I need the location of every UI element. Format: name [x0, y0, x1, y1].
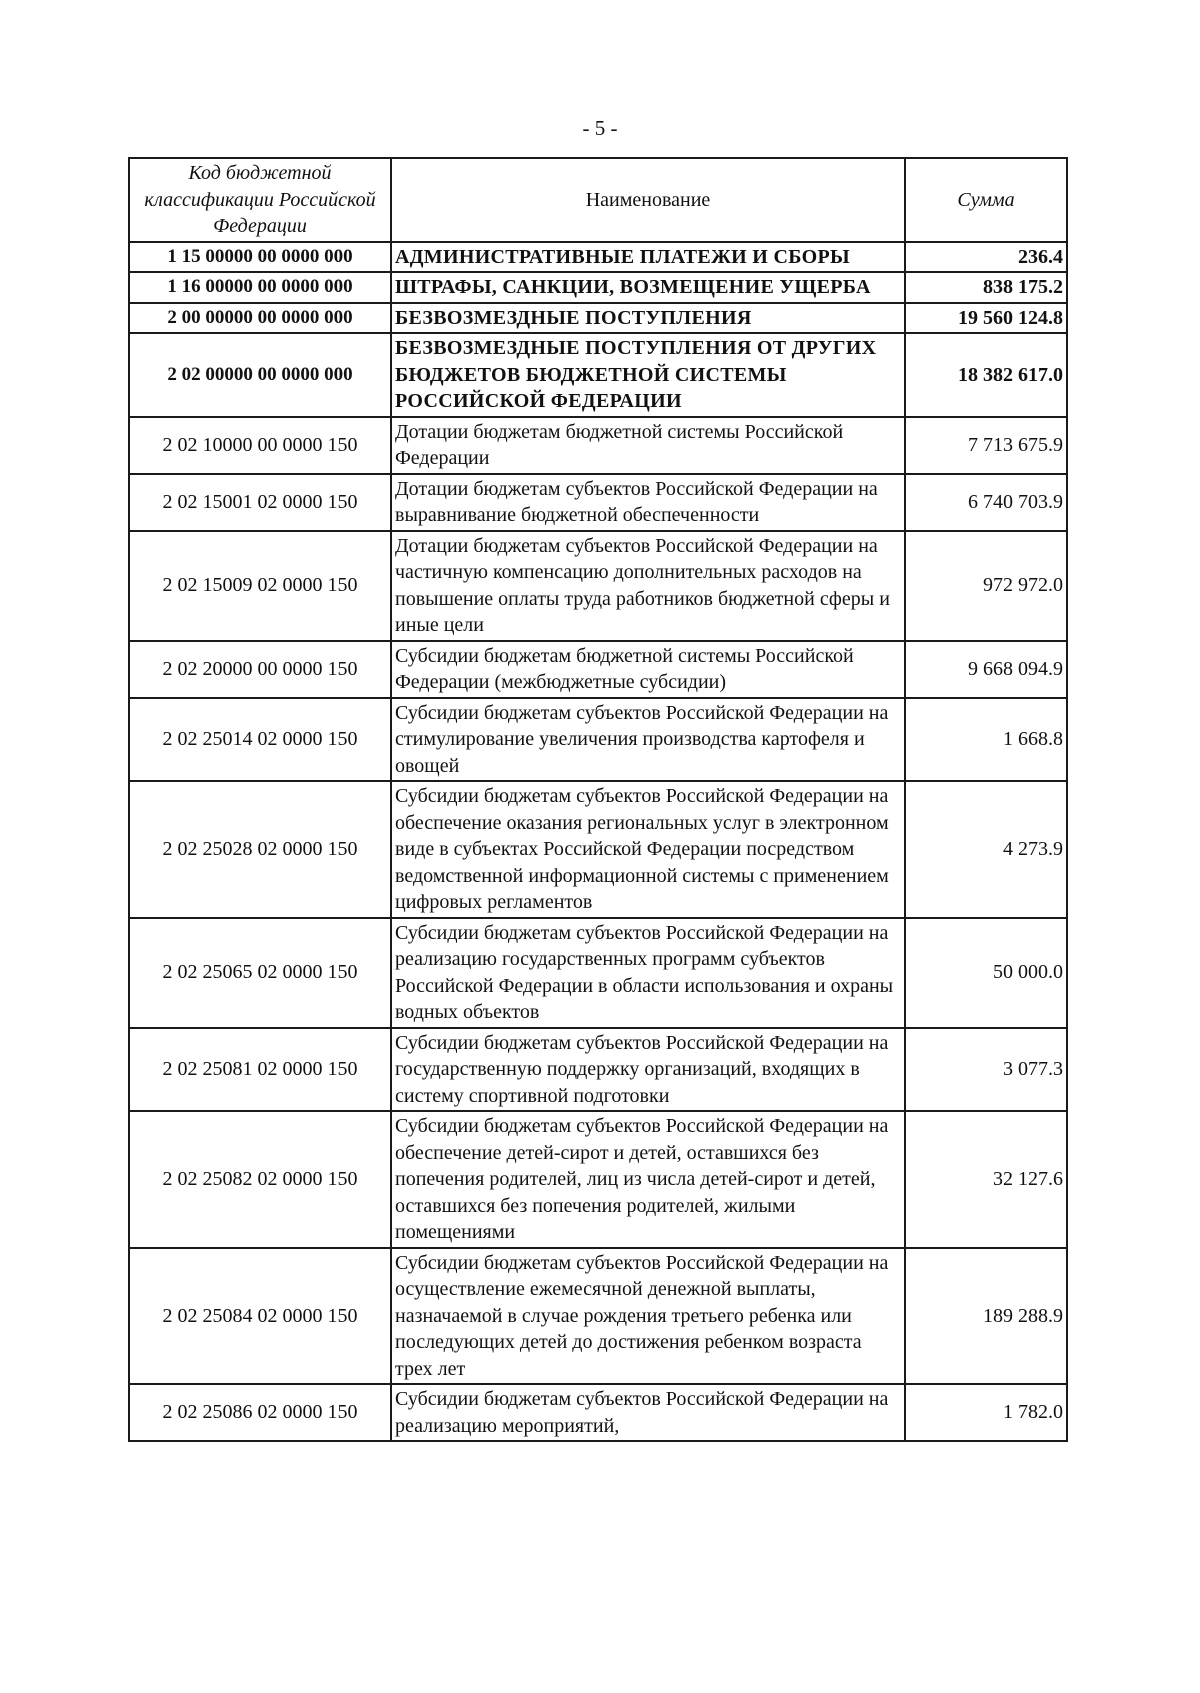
column-header-name: Наименование	[391, 158, 905, 242]
row-code: 1 16 00000 00 0000 000	[129, 272, 391, 303]
column-header-sum: Сумма	[905, 158, 1067, 242]
table-row	[129, 333, 1067, 417]
table-row	[129, 698, 1067, 782]
row-name: Субсидии бюджетам субъектов Российской Федерации на обеспечение оказания региональных услуг в электронном виде в субъектах Российской Федерации посредством ведомственной информационной системы с применением цифровых регламентов	[391, 781, 905, 918]
row-sum: 4 273.9	[905, 781, 1067, 918]
table-row	[129, 272, 1067, 303]
row-sum: 3 077.3	[905, 1028, 1067, 1112]
row-code: 2 02 20000 00 0000 150	[129, 641, 391, 698]
row-name: АДМИНИСТРАТИВНЫЕ ПЛАТЕЖИ И СБОРЫ	[391, 242, 905, 273]
table-row	[129, 641, 1067, 698]
row-name: Субсидии бюджетам субъектов Российской Федерации на реализацию государственных программ субъектов Российской Федерации в области использования и охраны водных объектов	[391, 918, 905, 1028]
row-name: Субсидии бюджетам субъектов Российской Федерации на реализацию мероприятий,	[391, 1384, 905, 1441]
row-name: ШТРАФЫ, САНКЦИИ, ВОЗМЕЩЕНИЕ УЩЕРБА	[391, 272, 905, 303]
row-sum: 32 127.6	[905, 1111, 1067, 1248]
row-code: 2 02 25086 02 0000 150	[129, 1384, 391, 1441]
row-sum: 6 740 703.9	[905, 474, 1067, 531]
table-body	[129, 242, 1067, 1442]
row-sum: 972 972.0	[905, 531, 1067, 641]
row-sum: 9 668 094.9	[905, 641, 1067, 698]
row-name: Субсидии бюджетам субъектов Российской Федерации на осуществление ежемесячной денежной выплаты, назначаемой в случае рождения третьего ребенка или последующих детей до достижения ребенком возраста трех лет	[391, 1248, 905, 1385]
table-row	[129, 1384, 1067, 1441]
table-row	[129, 1028, 1067, 1112]
row-sum: 18 382 617.0	[905, 333, 1067, 417]
row-code: 2 02 25014 02 0000 150	[129, 698, 391, 782]
row-sum: 1 668.8	[905, 698, 1067, 782]
table-row	[129, 1111, 1067, 1248]
row-name: Дотации бюджетам субъектов Российской Федерации на частичную компенсацию дополнительных расходов на повышение оплаты труда работников бюджетной сферы и иные цели	[391, 531, 905, 641]
row-code: 2 02 25082 02 0000 150	[129, 1111, 391, 1248]
row-name: Субсидии бюджетам субъектов Российской Федерации на государственную поддержку организаций, входящих в систему спортивной подготовки	[391, 1028, 905, 1112]
row-code: 2 02 25028 02 0000 150	[129, 781, 391, 918]
row-code: 2 02 10000 00 0000 150	[129, 417, 391, 474]
row-code: 2 02 15009 02 0000 150	[129, 531, 391, 641]
table-row	[129, 242, 1067, 273]
table-row	[129, 1248, 1067, 1385]
row-sum: 7 713 675.9	[905, 417, 1067, 474]
table-row	[129, 474, 1067, 531]
table-row	[129, 531, 1067, 641]
row-code: 2 02 25081 02 0000 150	[129, 1028, 391, 1112]
row-sum: 19 560 124.8	[905, 303, 1067, 334]
row-name: БЕЗВОЗМЕЗДНЫЕ ПОСТУПЛЕНИЯ	[391, 303, 905, 334]
page-number: - 5 -	[582, 116, 618, 140]
table-row	[129, 303, 1067, 334]
row-name: Дотации бюджетам субъектов Российской Федерации на выравнивание бюджетной обеспеченности	[391, 474, 905, 531]
table-row	[129, 781, 1067, 918]
row-name: Субсидии бюджетам субъектов Российской Федерации на стимулирование увеличения производства картофеля и овощей	[391, 698, 905, 782]
row-sum: 236.4	[905, 242, 1067, 273]
row-code: 2 02 00000 00 0000 000	[129, 333, 391, 417]
row-code: 2 02 15001 02 0000 150	[129, 474, 391, 531]
column-header-code: Код бюджетной классификации Российской Федерации	[129, 158, 391, 242]
row-sum: 1 782.0	[905, 1384, 1067, 1441]
row-code: 2 02 25065 02 0000 150	[129, 918, 391, 1028]
table-row	[129, 918, 1067, 1028]
row-name: Субсидии бюджетам субъектов Российской Федерации на обеспечение детей-сирот и детей, оставшихся без попечения родителей, лиц из числа детей-сирот и детей, оставшихся без попечения родителей, жилыми помещениями	[391, 1111, 905, 1248]
row-sum: 838 175.2	[905, 272, 1067, 303]
row-code: 2 00 00000 00 0000 000	[129, 303, 391, 334]
row-sum: 189 288.9	[905, 1248, 1067, 1385]
table-row	[129, 417, 1067, 474]
row-name: Субсидии бюджетам бюджетной системы Российской Федерации (межбюджетные субсидии)	[391, 641, 905, 698]
row-sum: 50 000.0	[905, 918, 1067, 1028]
row-code: 1 15 00000 00 0000 000	[129, 242, 391, 273]
row-name: БЕЗВОЗМЕЗДНЫЕ ПОСТУПЛЕНИЯ ОТ ДРУГИХ БЮДЖЕТОВ БЮДЖЕТНОЙ СИСТЕМЫ РОССИЙСКОЙ ФЕДЕРАЦИИ	[391, 333, 905, 417]
row-code: 2 02 25084 02 0000 150	[129, 1248, 391, 1385]
row-name: Дотации бюджетам бюджетной системы Российской Федерации	[391, 417, 905, 474]
table-header-row	[129, 158, 1067, 242]
budget-table	[128, 157, 1068, 1442]
